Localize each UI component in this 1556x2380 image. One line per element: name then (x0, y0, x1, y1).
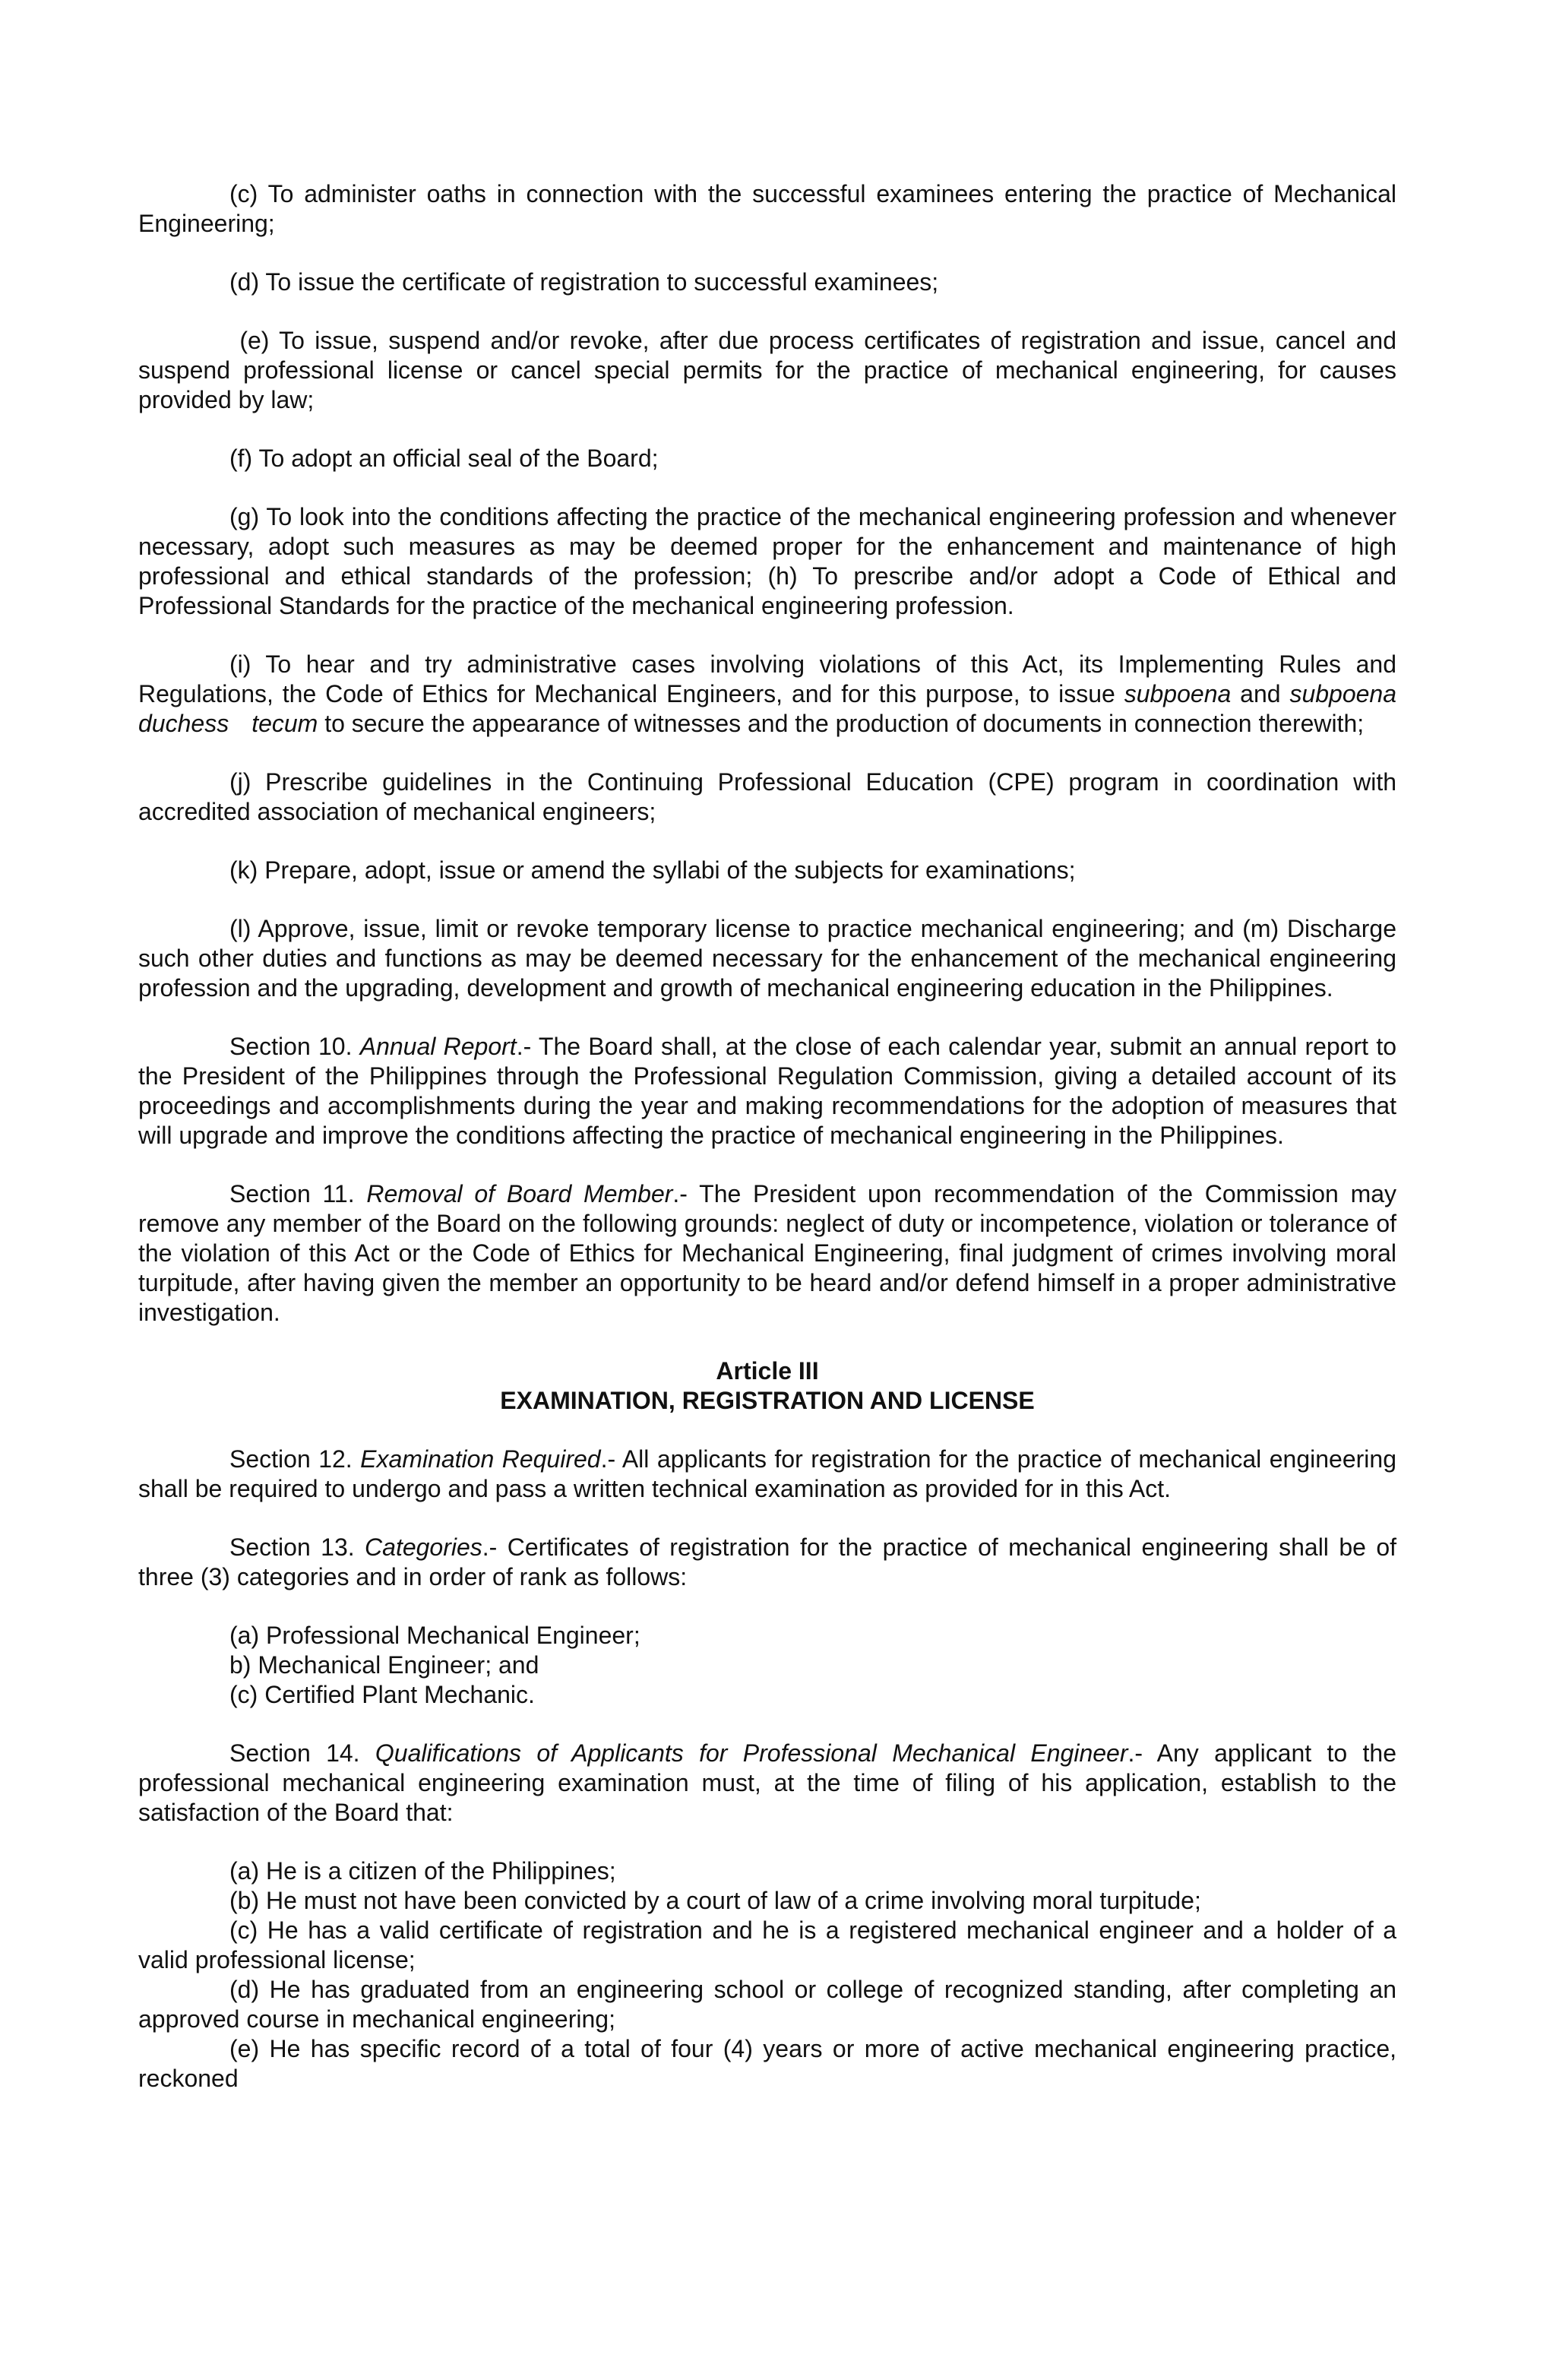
section-10-body: .- The Board shall, at the close of each calendar year, submit an annual report to the President of the Philippines through the Professional Regulation Commission, giving a detailed account of its proceedings and accomplishments during the year and making recommendations for the adoption of measures that will upgrade and improve the conditions affecting the practice of mechanical engineering in the Philippines. (138, 1033, 1397, 1149)
paragraph-i-text-2: and (1231, 680, 1290, 707)
section-14 (138, 1739, 1396, 1828)
article-heading (138, 1356, 1396, 1416)
qualification-item: (c) He has a valid certificate of registration and he is a registered mechanical engineer and a holder of a valid professional license; (138, 1916, 1396, 1973)
section-11-prefix: Section 11. (229, 1180, 367, 1207)
section-11-title: Removal of Board Member (366, 1180, 673, 1207)
section-12-prefix: Section 12. (229, 1445, 361, 1473)
paragraph-j: (j) Prescribe guidelines in the Continuing Professional Education (CPE) program in coordination with accredited association of mechanical engineers; (138, 768, 1396, 825)
category-item: (c) Certified Plant Mechanic. (229, 1681, 535, 1708)
categories-list (138, 1621, 1396, 1710)
section-14-body: .- Any applicant to the professional mechanical engineering examination must, at the time of filing of his application, establish to the satisfaction of the Board that: (138, 1739, 1397, 1826)
article-number: Article III (716, 1357, 819, 1385)
category-item: (a) Professional Mechanical Engineer; (229, 1622, 640, 1649)
paragraph-f: (f) To adopt an official seal of the Board; (229, 445, 659, 472)
section-14-title: Qualifications of Applicants for Professional Mechanical Engineer (375, 1739, 1128, 1767)
paragraph-i-subpoena-duchess: subpoena duchess (138, 680, 1397, 737)
section-14-prefix: Section 14. (229, 1739, 375, 1767)
paragraph-g: (g) To look into the conditions affecting the practice of the mechanical engineering profession and whenever necessary, adopt such measures as may be deemed proper for the enhancement and maintenance of high professional and ethical standards of the profession; (h) To prescribe and/or adopt a Code of Ethical and Professional Standards for the practice of the mechanical engineering profession. (138, 503, 1396, 619)
section-12-title: Examination Required (360, 1445, 601, 1473)
paragraph-k: (k) Prepare, adopt, issue or amend the syllabi of the subjects for examinations; (229, 856, 1076, 884)
section-10-prefix: Section 10. (229, 1033, 360, 1060)
paragraph-l: (l) Approve, issue, limit or revoke temporary license to practice mechanical engineering; and (m) Discharge such other duties and functions as may be deemed necessary for the enhancement of the mechanical engineering profession and the upgrading, development and growth of mechanical engineering education in the Philippines. (138, 915, 1396, 1002)
paragraph-i-subpoena: subpoena (1124, 680, 1232, 707)
section-10 (138, 1032, 1396, 1150)
paragraph-c: (c) To administer oaths in connection with the successful examinees entering the practice of Mechanical Engineering; (138, 180, 1396, 237)
qualification-item: (a) He is a citizen of the Philippines; (229, 1857, 616, 1885)
paragraph-i-tecum: tecum (251, 710, 318, 737)
section-11 (138, 1179, 1396, 1328)
qualification-item: (d) He has graduated from an engineering school or college of recognized standing, after completing an approved course in mechanical engineering; (138, 1976, 1396, 2033)
paragraph-d: (d) To issue the certificate of registration to successful examinees; (229, 268, 939, 296)
qualification-item: (e) He has specific record of a total of four (4) years or more of active mechanical engineering practice, reckoned (138, 2035, 1396, 2092)
section-13-title: Categories (365, 1533, 482, 1561)
section-13-prefix: Section 13. (229, 1533, 365, 1561)
paragraph-e: (e) To issue, suspend and/or revoke, after due process certificates of registration and issue, cancel and suspend professional license or cancel special permits for the practice of mechanical engineering, for causes provided by law; (138, 327, 1403, 413)
qualifications-list (138, 1856, 1396, 2094)
section-11-body: .- The President upon recommendation of the Commission may remove any member of the Board on the following grounds: neglect of duty or incompetence, violation or tolerance of the violation of this Act or the Code of Ethics for Mechanical Engineering, final judgment of crimes involving moral turpitude, after having given the member an opportunity to be heard and/or defend himself in a proper administrative investigation. (138, 1180, 1397, 1326)
section-13 (138, 1533, 1396, 1592)
paragraph-i-text-3: to secure the appearance of witnesses and the production of documents in connection therewith; (318, 710, 1365, 737)
article-title: EXAMINATION, REGISTRATION AND LICENSE (500, 1387, 1035, 1414)
section-13-body: .- Certificates of registration for the practice of mechanical engineering shall be of three (3) categories and in order of rank as follows: (138, 1533, 1396, 1590)
section-12 (138, 1445, 1396, 1504)
category-item: b) Mechanical Engineer; and (229, 1651, 539, 1679)
section-12-body: .- All applicants for registration for the practice of mechanical engineering shall be required to undergo and pass a written technical examination as provided for in this Act. (138, 1445, 1397, 1502)
paragraph-i-text-1: (i) To hear and try administrative cases involving violations of this Act, its Implementing Rules and Regulations, the Code of Ethics for Mechanical Engineers, and for this purpose, to issue (138, 650, 1396, 707)
qualification-item: (b) He must not have been convicted by a court of law of a crime involving moral turpitude; (229, 1887, 1201, 1914)
section-10-title: Annual Report (359, 1033, 517, 1060)
paragraph-i (138, 650, 1396, 739)
